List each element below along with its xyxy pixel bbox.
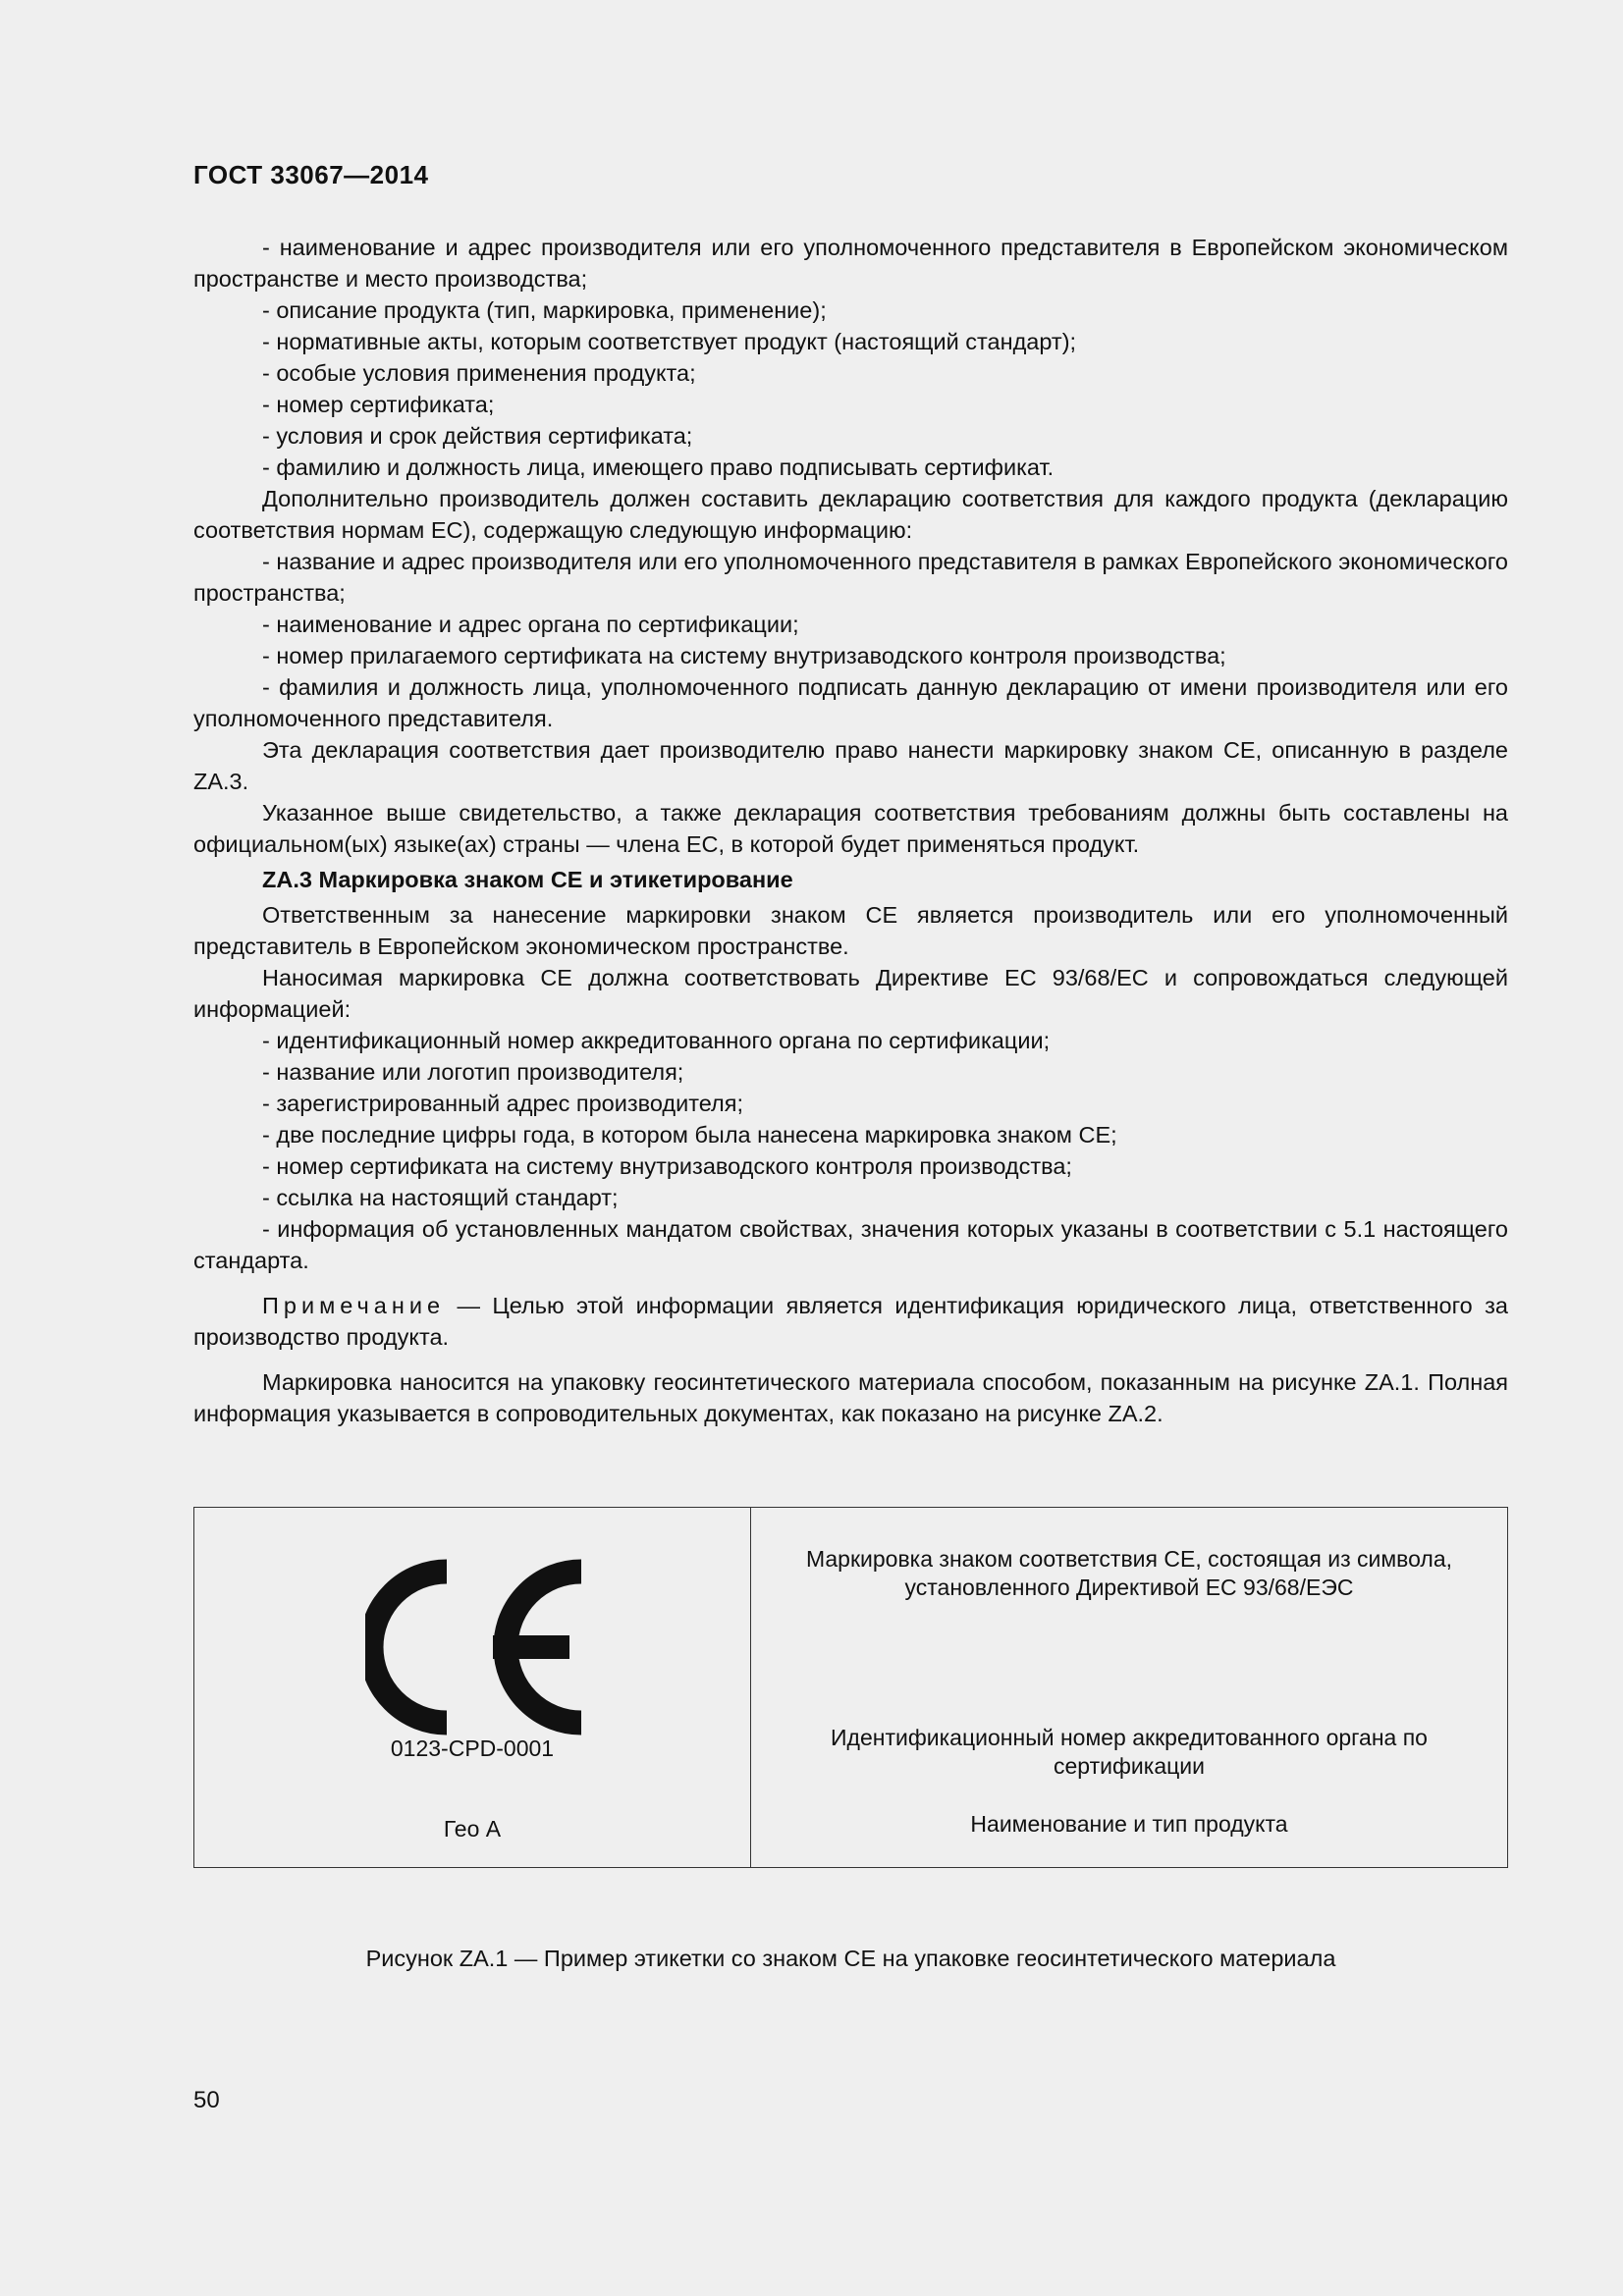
- ce-mark-icon: [365, 1559, 593, 1735]
- product-name: Гео А: [443, 1816, 502, 1842]
- note-paragraph: [193, 1290, 1508, 1353]
- description-id-number: Идентификационный номер аккредитованного органа по сертификации: [831, 1725, 1428, 1779]
- list-item: - номер прилагаемого сертификата на систему внутризаводского контроля производства;: [262, 643, 1226, 668]
- list-item: - информация об установленных мандатом свойствах, значения которых указаны в соответствии с 5.1 настоящего стандарта.: [193, 1216, 1508, 1273]
- description-product: Наименование и тип продукта: [970, 1811, 1288, 1837]
- list-item: - идентификационный номер аккредитованного органа по сертификации;: [262, 1028, 1051, 1053]
- document-body: [193, 232, 1508, 1429]
- list-item: - нормативные акты, которым соответствует продукт (настоящий стандарт);: [262, 329, 1077, 354]
- paragraph: Маркировка наносится на упаковку геосинтетического материала способом, показанным на рисунке ZA.1. Полная информация указывается в сопроводительных документах, как показано на рисунке ZA.2.: [193, 1369, 1508, 1426]
- list-item: - ссылка на настоящий стандарт;: [262, 1185, 619, 1210]
- list-item: - номер сертификата на систему внутризаводского контроля производства;: [262, 1153, 1072, 1179]
- note-text: — Целью этой информации является идентификация юридического лица, ответственного за производство продукта.: [193, 1293, 1508, 1350]
- paragraph: Дополнительно производитель должен составить декларацию соответствия для каждого продукта (декларацию соответствия нормам ЕС), содержащую следующую информацию:: [193, 486, 1508, 543]
- figure-label-example: [193, 1507, 1508, 1868]
- list-item: - условия и срок действия сертификата;: [262, 423, 693, 449]
- list-item: - название или логотип производителя;: [262, 1059, 684, 1085]
- page-number: 50: [193, 2087, 220, 2113]
- paragraph: Указанное выше свидетельство, а также декларация соответствия требованиям должны быть составлены на официальном(ых) языке(ах) страны — члена ЕС, в которой будет применяться продукт.: [193, 800, 1508, 857]
- figure-caption: Рисунок ZA.1 — Пример этикетки со знаком СЕ на упаковке геосинтетического материала: [365, 1946, 1336, 1971]
- list-item: - фамилия и должность лица, уполномоченного подписать данную декларацию от имени производителя или его уполномоченного представителя.: [193, 674, 1508, 731]
- paragraph: Ответственным за нанесение маркировки знаком СЕ является производитель или его уполномоченный представитель в Европейском экономическом пространстве.: [193, 902, 1508, 959]
- list-item: - фамилию и должность лица, имеющего право подписывать сертификат.: [262, 454, 1055, 480]
- list-item: - номер сертификата;: [262, 392, 495, 417]
- figure-label-left: [194, 1508, 751, 1867]
- list-item: - название и адрес производителя или его уполномоченного представителя в рамках Европейского экономического пространства;: [193, 549, 1508, 606]
- list-item: - наименование и адрес производителя или его уполномоченного представителя в Европейском экономическом пространстве и место производства;: [193, 235, 1508, 292]
- note-label: Примечание: [262, 1293, 446, 1318]
- list-item: - описание продукта (тип, маркировка, применение);: [262, 297, 827, 323]
- description-ce-mark: Маркировка знаком соответствия СЕ, состоящая из символа, установленного Директивой ЕС 93/68/ЕЭС: [805, 1546, 1453, 1600]
- paragraph: Эта декларация соответствия дает производителю право нанести маркировку знаком СЕ, описанную в разделе ZA.3.: [193, 737, 1508, 794]
- list-item: - особые условия применения продукта;: [262, 360, 696, 386]
- certification-code: 0123-CPD-0001: [390, 1735, 555, 1761]
- list-item: - две последние цифры года, в котором была нанесена маркировка знаком СЕ;: [262, 1122, 1117, 1148]
- paragraph: Наносимая маркировка СЕ должна соответствовать Директиве ЕС 93/68/ЕС и сопровождаться следующей информацией:: [193, 965, 1508, 1022]
- section-heading: ZA.3 Маркировка знаком СЕ и этикетирование: [262, 867, 793, 892]
- list-item: - наименование и адрес органа по сертификации;: [262, 612, 799, 637]
- list-item: - зарегистрированный адрес производителя;: [262, 1091, 744, 1116]
- document-header: ГОСТ 33067—2014: [193, 160, 429, 189]
- figure-label-descriptions: [751, 1508, 1507, 1867]
